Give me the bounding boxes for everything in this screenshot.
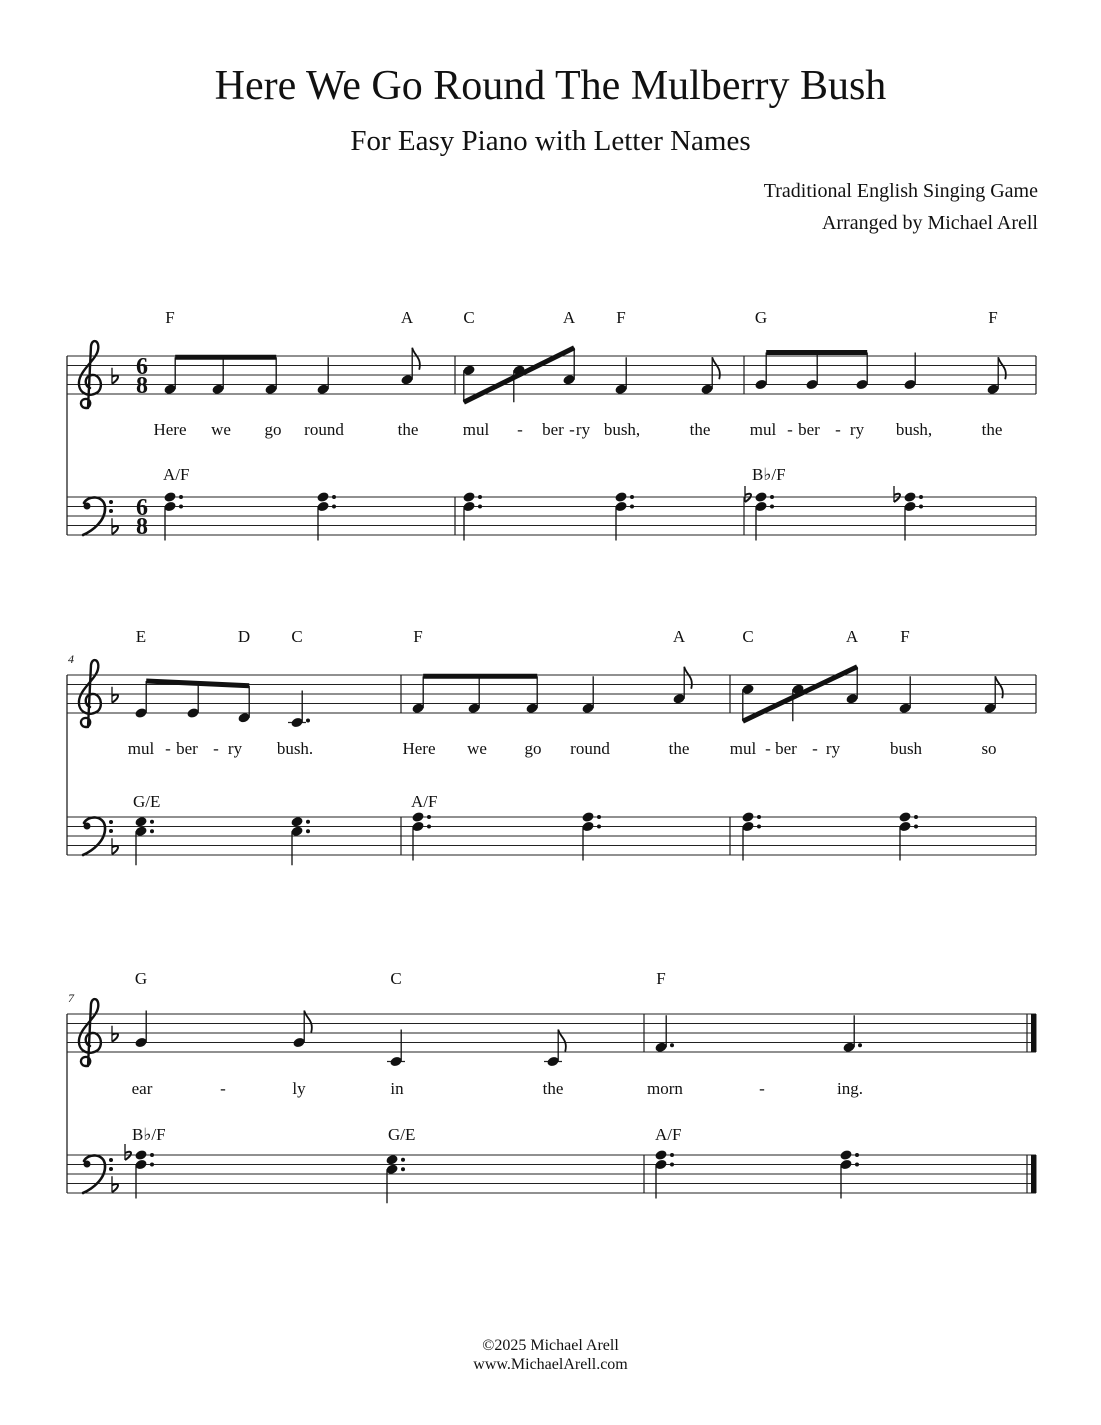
dot [670, 1043, 674, 1047]
final-barline [1031, 1155, 1036, 1193]
time-signature-top: 6 [136, 354, 148, 380]
measure-number: 7 [68, 991, 74, 1005]
website-text: www.MichaelArell.com [473, 1356, 628, 1373]
composer-credit: Traditional English Singing Game [763, 180, 1038, 202]
dot [150, 820, 154, 824]
dot [770, 495, 774, 499]
note-letter-name: F [900, 627, 910, 646]
bass-chord-label: B♭/F [132, 1125, 166, 1144]
page-footer [0, 1336, 1101, 1374]
bass-clef-dot [109, 500, 113, 504]
dot [597, 815, 601, 819]
lyric-syllable: the [542, 1079, 564, 1098]
bass-clef-dot [84, 823, 91, 830]
bass-clef-dot [109, 820, 113, 824]
note-head [290, 816, 304, 828]
flat-bowl [112, 1184, 118, 1192]
time-signature-bottom: 8 [136, 514, 148, 540]
note-head [754, 491, 768, 503]
dot [670, 1163, 674, 1167]
lyric-syllable: - [569, 420, 575, 439]
dot [306, 719, 310, 723]
flat-bowl [112, 694, 118, 702]
note-head [462, 491, 476, 503]
page-title: Here We Go Round The Mulberry Bush [214, 63, 887, 109]
note-head [581, 811, 595, 823]
lyric-syllable: - [213, 739, 219, 758]
note-flag [995, 676, 1003, 698]
note-head [411, 811, 425, 823]
note-head [741, 811, 755, 823]
dot [427, 815, 431, 819]
lyric-syllable: bush. [276, 739, 314, 758]
flat-sign [112, 1026, 118, 1042]
lyric-syllable: ber [798, 420, 820, 439]
flat-sign [112, 368, 118, 384]
bass-clef-dot [84, 1161, 91, 1168]
dot [478, 505, 482, 509]
note-flag [684, 667, 692, 689]
flat-sign [894, 486, 900, 502]
lyric-syllable: the [668, 739, 690, 758]
note-letter-name: E [135, 627, 147, 646]
lyric-syllable: Here [402, 739, 436, 758]
flat-bowl [894, 494, 900, 502]
dot [150, 1163, 154, 1167]
dot [670, 1153, 674, 1157]
arranger-credit: Arranged by Michael Arell [821, 212, 1038, 234]
flat-sign [112, 518, 118, 534]
flat-sign [745, 486, 751, 502]
flat-bowl [125, 1152, 131, 1160]
note-letter-name: A [400, 308, 414, 327]
note-flag [412, 348, 420, 370]
lyric-syllable: mul [462, 420, 490, 439]
lyric-syllable: ly [292, 1079, 306, 1098]
dot [332, 505, 336, 509]
bass-chord-label: A/F [163, 465, 190, 484]
dot [630, 505, 634, 509]
flat-sign [112, 687, 118, 703]
dot [855, 1163, 859, 1167]
flat-bowl [112, 375, 118, 383]
lyric-syllable: ry [575, 420, 591, 439]
bass-chord-label: A/F [411, 792, 438, 811]
note-letter-name: A [845, 627, 859, 646]
dot [919, 495, 923, 499]
lyric-syllable: mul [729, 739, 757, 758]
dot [306, 820, 310, 824]
dot [855, 1153, 859, 1157]
note-letter-name: F [656, 969, 666, 988]
lyric-syllable: mul [749, 420, 777, 439]
lyric-syllable: ber [542, 420, 564, 439]
note-letter-name: C [291, 627, 303, 646]
copyright-text: ©2025 Michael Arell [482, 1337, 619, 1354]
note-flag [712, 357, 720, 379]
bass-chord-label: G/E [133, 792, 161, 811]
flat-sign [125, 1144, 131, 1160]
time-signature-bottom: 8 [136, 373, 148, 399]
lyric-syllable: go [264, 420, 282, 439]
dot [630, 495, 634, 499]
dot [757, 825, 761, 829]
lyric-syllable: ry [227, 739, 243, 758]
lyric-syllable: round [304, 420, 344, 439]
note-letter-name: C [463, 308, 475, 327]
bass-clef-dot [109, 829, 113, 833]
dot [179, 505, 183, 509]
note-letter-name: D [237, 627, 251, 646]
measure-number: 4 [68, 652, 74, 666]
note-letter-name: G [134, 969, 148, 988]
note-head [134, 1149, 148, 1161]
page-subtitle: For Easy Piano with Letter Names [350, 125, 751, 157]
lyric-syllable: go [524, 739, 542, 758]
bass-chord-label: A/F [655, 1125, 682, 1144]
bass-chord-label: B♭/F [752, 465, 786, 484]
lyric-syllable: round [570, 739, 610, 758]
bass-clef-dot [109, 1167, 113, 1171]
flat-sign [112, 838, 118, 854]
lyric-syllable: ber [775, 739, 797, 758]
dot [770, 505, 774, 509]
dot [919, 505, 923, 509]
note-head [385, 1154, 399, 1166]
note-letter-name: F [988, 308, 998, 327]
bass-chord-label: G/E [388, 1125, 416, 1144]
note-head [903, 491, 917, 503]
bass-clef-dot [109, 1158, 113, 1162]
note-letter-name: C [742, 627, 754, 646]
lyric-syllable: - [835, 420, 841, 439]
lyric-syllable: Here [153, 420, 187, 439]
note-head [898, 811, 912, 823]
bass-clef-dot [84, 503, 91, 510]
dot [332, 495, 336, 499]
lyric-syllable: ry [825, 739, 841, 758]
flat-sign [112, 1176, 118, 1192]
lyric-syllable: bush, [895, 420, 933, 439]
lyric-syllable: we [211, 420, 231, 439]
lyric-syllable: - [765, 739, 771, 758]
note-head [134, 816, 148, 828]
dot [150, 829, 154, 833]
flat-bowl [112, 846, 118, 854]
note-letter-name: G [754, 308, 768, 327]
lyric-syllable: - [812, 739, 818, 758]
note-head [163, 491, 177, 503]
dot [401, 1167, 405, 1171]
note-flag [998, 357, 1006, 379]
lyric-syllable: ry [849, 420, 865, 439]
lyric-syllable: the [981, 420, 1003, 439]
flat-bowl [112, 1033, 118, 1041]
dot [427, 825, 431, 829]
note-letter-name: F [165, 308, 175, 327]
dot [858, 1043, 862, 1047]
lyric-syllable: bush [889, 739, 923, 758]
note-letter-name: F [616, 308, 626, 327]
dot [401, 1158, 405, 1162]
lyric-syllable: ber [176, 739, 198, 758]
note-head [614, 491, 628, 503]
beam [146, 681, 249, 686]
lyric-syllable: the [397, 420, 419, 439]
lyric-syllable: bush, [603, 420, 641, 439]
lyric-syllable: we [467, 739, 487, 758]
lyric-syllable: so [981, 739, 997, 758]
lyric-syllable: - [220, 1079, 226, 1098]
lyric-syllable: - [787, 420, 793, 439]
lyric-syllable: mul [127, 739, 155, 758]
note-head [654, 1149, 668, 1161]
lyric-syllable: morn [647, 1079, 683, 1098]
lyric-syllable: - [759, 1079, 765, 1098]
note-head [316, 491, 330, 503]
lyric-syllable: - [517, 420, 523, 439]
note-letter-name: A [672, 627, 686, 646]
note-head [839, 1149, 853, 1161]
lyric-syllable: - [165, 739, 171, 758]
dot [179, 495, 183, 499]
flat-bowl [745, 494, 751, 502]
final-barline [1031, 1014, 1036, 1052]
bass-clef-dot [109, 509, 113, 513]
dot [150, 1153, 154, 1157]
dot [306, 829, 310, 833]
note-letter-name: C [390, 969, 402, 988]
lyric-syllable: ing. [837, 1079, 863, 1098]
dot [478, 495, 482, 499]
lyric-syllable: in [390, 1079, 404, 1098]
dot [757, 815, 761, 819]
flat-bowl [112, 526, 118, 534]
note-letter-name: F [413, 627, 423, 646]
lyric-syllable: ear [131, 1079, 153, 1098]
dot [914, 825, 918, 829]
dot [597, 825, 601, 829]
time-signature-top: 6 [136, 495, 148, 521]
note-letter-name: A [562, 308, 576, 327]
lyric-syllable: the [689, 420, 711, 439]
dot [914, 815, 918, 819]
